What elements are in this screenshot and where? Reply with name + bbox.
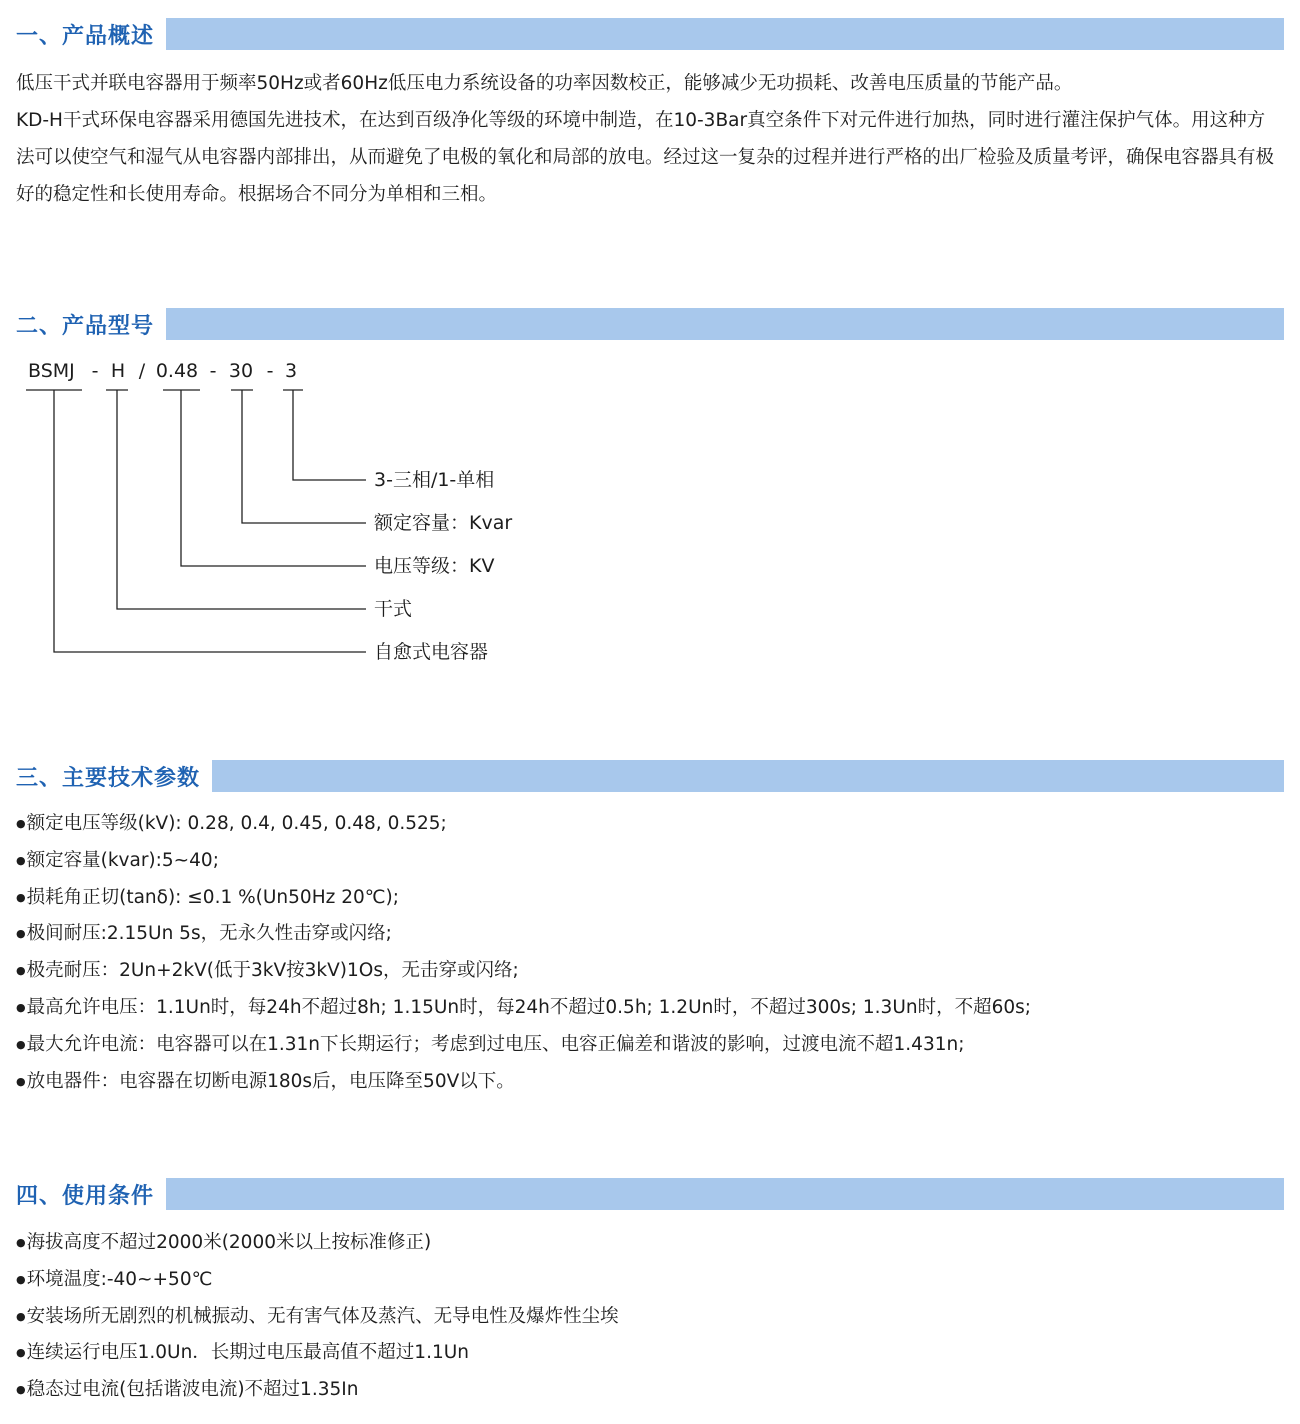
condition-item: ● 安装场所无剧烈的机械振动、无有害气体及蒸汽、无导电性及爆炸性尘埃 (16, 1299, 1282, 1336)
overview-title: 一、产品概述 (16, 23, 155, 49)
spec-item: ● 放电器件：电容器在切断电源180s后，电压降至50V以下。 (16, 1064, 1282, 1101)
label-self-healing: 自愈式电容器 (374, 641, 489, 663)
condition-item: ● 海拔高度不超过2000米(2000米以上按标准修正) (16, 1225, 1282, 1262)
label-voltage: 电压等级：KV (374, 555, 495, 577)
specs-header (16, 759, 1284, 793)
spec-item: ● 额定电压等级(kV): 0.28, 0.4, 0.45, 0.48, 0.525; (16, 806, 1282, 843)
model-code-dash-1: - (91, 360, 99, 382)
spec-item: ● 极壳耐压：2Un+2kV(低于3kV按3kV)1Os，无击穿或闪络; (16, 953, 1282, 990)
model-code-voltage: 0.48 (155, 360, 199, 382)
condition-item: ● 连续运行电压1.0Un．长期过电压最高值不超过1.1Un (16, 1335, 1282, 1372)
model-code-phase: 3 (284, 360, 298, 382)
conditions-list (16, 1225, 1282, 1409)
spec-item: ● 损耗角正切(tanδ): ≤0.1 %(Un50Hz 20℃); (16, 880, 1282, 917)
connector-capacity (231, 390, 366, 523)
label-phase: 3-三相/1-单相 (374, 469, 495, 491)
spec-item: ● 最高允许电压：1.1Un时，每24h不超过8h; 1.15Un时，每24h不超过0.5h; 1.2Un时，不超过300s; 1.3Un时，不超60s; (16, 990, 1282, 1027)
label-dry: 干式 (374, 598, 413, 620)
condition-item: ● 环境温度:-40~+50℃ (16, 1262, 1282, 1299)
connector-phase (283, 390, 366, 480)
model-code-bsmj: BSMJ (28, 360, 75, 382)
conditions-header (16, 1177, 1284, 1211)
spec-item: ● 最大允许电流：电容器可以在1.31n下长期运行；考虑到过电压、电容正偏差和谐波的影响，过渡电流不超1.431n; (16, 1027, 1282, 1064)
connector-voltage (163, 390, 366, 566)
model-code-dash-3: - (266, 360, 274, 382)
conditions-title-bar (166, 1178, 1284, 1210)
model-code-dash-2: - (209, 360, 217, 382)
conditions-title: 四、使用条件 (16, 1183, 155, 1209)
connector-self-healing (26, 390, 366, 652)
model-code-slash: / (138, 360, 146, 382)
overview-paragraph-1: 低压干式并联电容器用于频率50Hz或者60Hz低压电力系统设备的功率因数校正，能够减少无功损耗、改善电压质量的节能产品。 (16, 73, 1073, 94)
connector-dry (106, 390, 366, 609)
model-title: 二、产品型号 (16, 313, 155, 339)
spec-item: ● 极间耐压:2.15Un 5s，无永久性击穿或闪络; (16, 916, 1282, 953)
model-code-h: H (110, 360, 126, 382)
condition-item: ● 稳态过电流(包括谐波电流)不超过1.35In (16, 1372, 1282, 1409)
specs-list (16, 806, 1282, 1100)
model-connector-lines (0, 0, 1300, 700)
specs-title-bar (212, 760, 1284, 792)
specs-title: 三、主要技术参数 (16, 765, 201, 791)
model-code-capacity: 30 (228, 360, 254, 382)
overview-paragraph-2: KD-H干式环保电容器采用德国先进技术，在达到百级净化等级的环境中制造，在10-3Bar真空条件下对元件进行加热，同时进行灌注保护气体。用这种方法可以使空气和湿气从电容器内部排出，从而避免了电极的氧化和局部的放电。经过这一复杂的过程并进行严格的出厂检验及质量考评，确保电容器具有极好的稳定性和长使用寿命。根据场合不同分为单相和三相。 (16, 110, 1275, 205)
spec-item: ● 额定容量(kvar):5~40; (16, 843, 1282, 880)
label-capacity: 额定容量：Kvar (374, 512, 513, 534)
